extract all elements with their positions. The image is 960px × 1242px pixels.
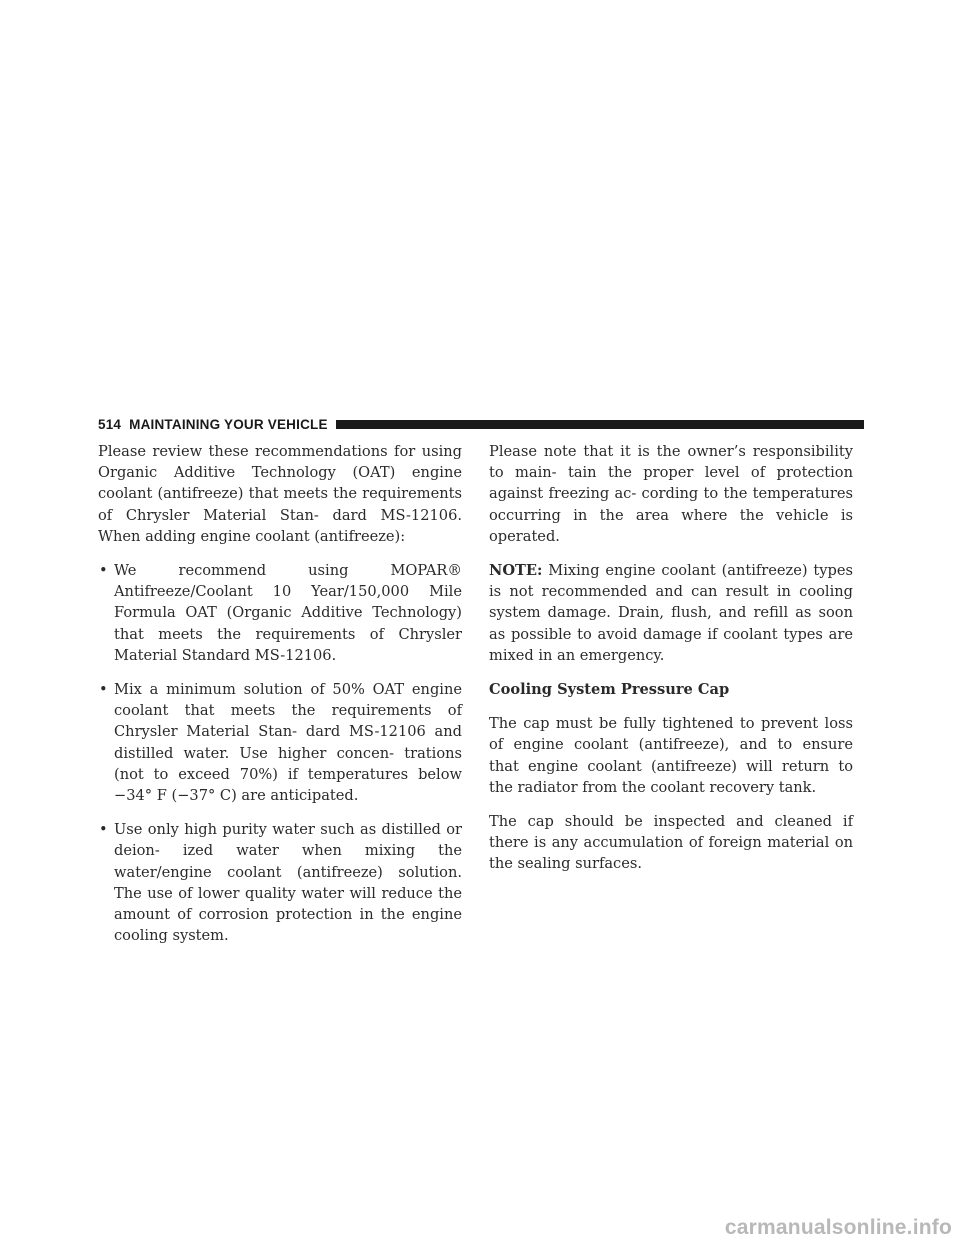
list-item-text: We recommend using MOPAR® Antifreeze/Coolant 10 Year/150,000 Mile Formula OAT (Organic Additive Technology) that meets the requirements of Chrysler Material Standard MS-12106. [114, 562, 462, 664]
recommendation-list [98, 560, 462, 946]
header-rule [336, 420, 864, 429]
note-paragraph [489, 560, 853, 666]
pressure-cap-paragraph: The cap must be fully tightened to prevent loss of engine coolant (antifreeze), and to ensure that engine coolant (antifreeze) will return to the radiator from the coolant recovery tank. [489, 715, 853, 796]
list-item-text: Mix a minimum solution of 50% OAT engine coolant that meets the requirements of Chrysler Material Stan- dard MS-12106 and distilled water. Use higher concen- trations (not to exceed 70%) if temperatures below −34° F (−37° C) are anticipated. [114, 681, 462, 805]
section-title: MAINTAINING YOUR VEHICLE [129, 416, 328, 432]
subheading: Cooling System Pressure Cap [489, 681, 730, 699]
running-header [98, 414, 864, 434]
list-item [98, 819, 462, 946]
watermark: carmanualsonline.info [724, 1216, 952, 1239]
bullet-icon: • [99, 562, 108, 580]
right-column [489, 441, 853, 888]
left-column [98, 441, 462, 959]
list-item [98, 679, 462, 806]
bullet-icon: • [99, 681, 108, 699]
note-label: NOTE: [489, 562, 543, 580]
bullet-icon: • [99, 821, 108, 839]
intro-paragraph: Please review these recommendations for using Organic Additive Technology (OAT) engine coolant (antifreeze) that meets the requirements of Chrysler Material Stan- dard MS-12106. When adding engine coolant (antifreeze): [98, 443, 462, 545]
inspection-paragraph: The cap should be inspected and cleaned if there is any accumulation of foreign material on the sealing surfaces. [489, 813, 853, 873]
page-number: 514 [98, 416, 122, 432]
responsibility-paragraph: Please note that it is the owner’s responsibility to main- tain the proper level of protection against freezing ac- cording to the temperatures occurring in the area where the vehicle is operated. [489, 443, 853, 545]
list-item-text: Use only high purity water such as distilled or deion- ized water when mixing the water/engine coolant (antifreeze) solution. The use of lower quality water will reduce the amount of corrosion protection in the engine cooling system. [114, 821, 462, 945]
list-item [98, 560, 462, 666]
note-text: Mixing engine coolant (antifreeze) types is not recommended and can result in cooling system damage. Drain, flush, and refill as soon as possible to avoid damage if coolant types are mixed in an emergency. [489, 562, 853, 664]
